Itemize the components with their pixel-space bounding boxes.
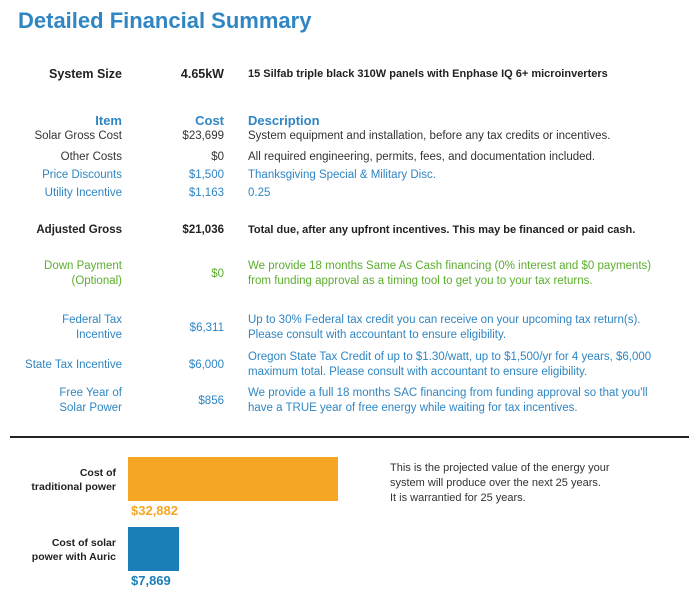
desc-utility-incentive: 0.25	[248, 187, 271, 199]
projection-note-line3: It is warrantied for 25 years.	[390, 492, 526, 504]
cost-price-discounts: $1,500	[188, 169, 224, 181]
projection-note	[390, 461, 690, 506]
solar-power-label	[10, 536, 116, 564]
projection-note-line2: system will produce over the next 25 years.	[390, 477, 601, 489]
item-free-year-line1: Free Year of	[59, 387, 122, 399]
item-price-discounts: Price Discounts	[42, 169, 122, 181]
solar-power-bar	[128, 527, 179, 571]
desc-down-payment-line1: We provide 18 months Same As Cash financing (0% interest and $0 payments)	[248, 260, 652, 272]
header-description: Description	[248, 113, 320, 128]
item-free-year-line2: Solar Power	[59, 402, 122, 414]
desc-state-tax	[248, 350, 693, 380]
desc-state-tax-line1: Oregon State Tax Credit of up to $1.30/watt, up to $1,500/yr for 4 years, $6,000	[248, 351, 652, 363]
desc-federal-tax	[248, 313, 693, 343]
cost-adjusted-gross: $21,036	[182, 224, 224, 236]
traditional-power-label	[10, 466, 116, 494]
desc-price-discounts: Thanksgiving Special & Military Disc.	[248, 169, 436, 181]
item-adjusted-gross: Adjusted Gross	[36, 224, 122, 236]
system-size-label: System Size	[49, 67, 122, 81]
desc-adjusted-gross: Total due, after any upfront incentives. This may be financed or paid cash.	[248, 224, 636, 236]
traditional-power-label-line2: traditional power	[31, 481, 116, 493]
traditional-power-bar	[128, 457, 338, 501]
solar-power-value: $7,869	[131, 573, 171, 588]
desc-free-year	[248, 386, 693, 416]
system-description: 15 Silfab triple black 310W panels with Enphase IQ 6+ microinverters	[248, 68, 608, 80]
desc-other-costs: All required engineering, permits, fees, and documentation included.	[248, 151, 596, 163]
item-down-payment	[10, 259, 122, 289]
cost-down-payment: $0	[211, 268, 224, 280]
desc-down-payment-line2: from funding approval as a timing tool to get you to your tax returns.	[248, 275, 593, 287]
item-down-payment-line2: (Optional)	[71, 275, 122, 287]
header-cost: Cost	[195, 113, 224, 128]
item-state-tax: State Tax Incentive	[25, 359, 122, 371]
solar-power-label-line2: power with Auric	[31, 551, 116, 563]
cost-solar-gross-cost: $23,699	[182, 130, 224, 142]
cost-free-year: $856	[198, 395, 224, 407]
traditional-power-value: $32,882	[131, 503, 178, 518]
item-down-payment-line1: Down Payment	[44, 260, 122, 272]
header-item: Item	[95, 113, 122, 128]
desc-down-payment	[248, 259, 693, 289]
desc-federal-tax-line2: Please consult with accountant to ensure eligibility.	[248, 329, 507, 341]
item-federal-tax-line2: Incentive	[75, 329, 122, 341]
projection-note-line1: This is the projected value of the energy your	[390, 462, 610, 474]
desc-free-year-line2: have a TRUE year of free energy while waiting for tax incentives.	[248, 402, 578, 414]
item-utility-incentive: Utility Incentive	[44, 187, 122, 199]
traditional-power-label-line1: Cost of	[79, 467, 116, 479]
item-federal-tax-line1: Federal Tax	[62, 314, 122, 326]
item-federal-tax	[10, 313, 122, 343]
item-other-costs: Other Costs	[60, 151, 122, 163]
cost-state-tax: $6,000	[188, 359, 224, 371]
cost-federal-tax: $6,311	[189, 322, 224, 334]
solar-power-label-line1: Cost of solar	[51, 537, 116, 549]
item-solar-gross-cost: Solar Gross Cost	[34, 130, 122, 142]
cost-utility-incentive: $1,163	[188, 187, 224, 199]
item-free-year	[10, 386, 122, 416]
page-title: Detailed Financial Summary	[18, 8, 312, 33]
system-size-value: 4.65kW	[180, 67, 224, 81]
desc-federal-tax-line1: Up to 30% Federal tax credit you can receive on your upcoming tax return(s).	[248, 314, 641, 326]
desc-state-tax-line2: maximum total. Please consult with accountant to ensure eligibility.	[248, 366, 588, 378]
cost-other-costs: $0	[211, 151, 224, 163]
section-divider	[10, 436, 689, 438]
desc-solar-gross-cost: System equipment and installation, before any tax credits or incentives.	[248, 130, 611, 142]
desc-free-year-line1: We provide a full 18 months SAC financing from funding approval so that you'll	[248, 387, 648, 399]
